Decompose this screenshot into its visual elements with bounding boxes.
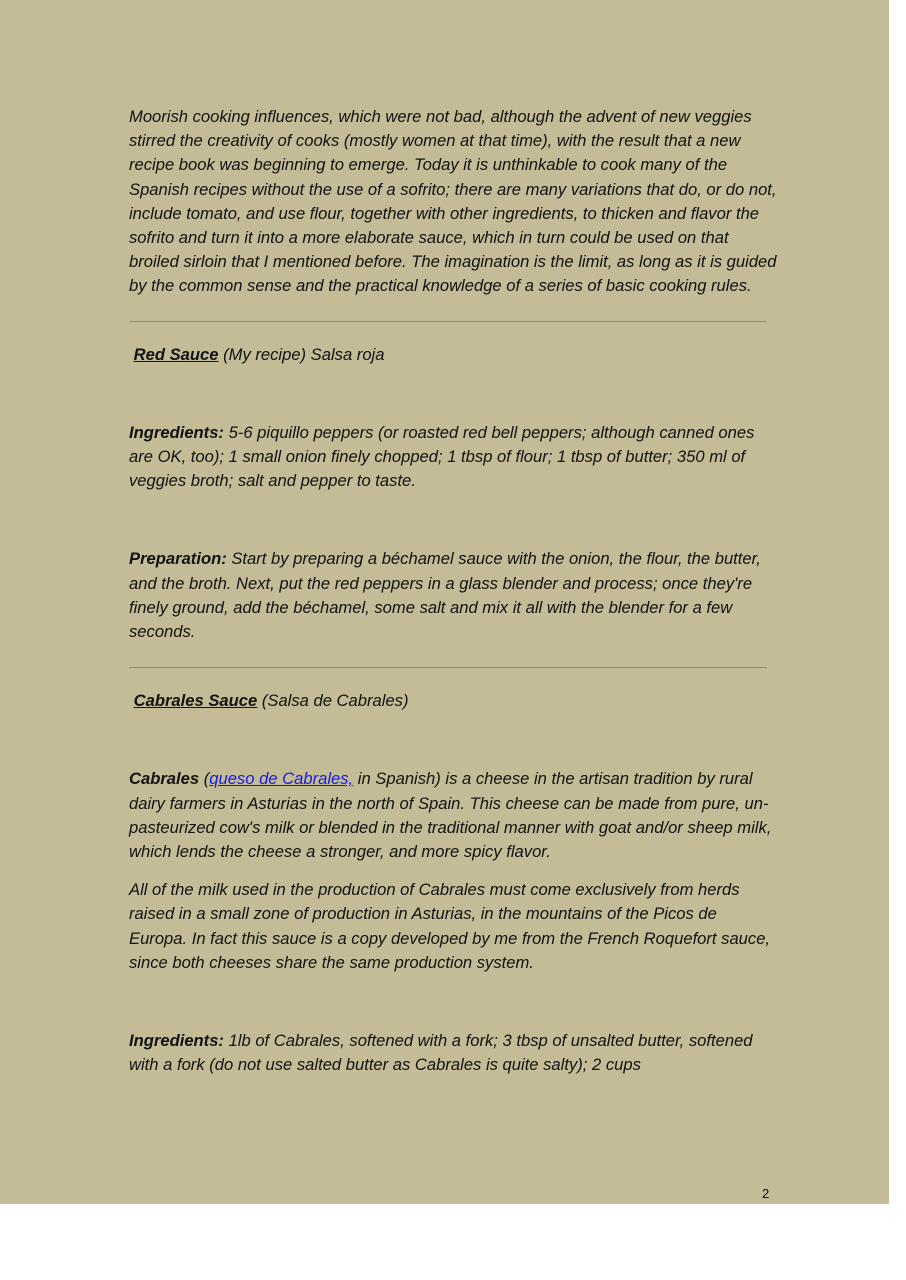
red-sauce-subtitle: (My recipe) Salsa roja xyxy=(218,344,385,364)
cabrales-ingredients xyxy=(129,1029,779,1077)
red-sauce-ingredients-label: Ingredients: xyxy=(129,422,224,442)
cabrales-milk-paragraph: All of the milk used in the production of Cabrales must come exclusively from herds raised in a small zone of production in Asturias, in the mountains of the Picos de Europa. In fact this sauce is a copy developed by me from the French Roquefort sauce, since both cheeses share the same production system. xyxy=(129,880,771,972)
page-number: 2 xyxy=(762,1186,770,1201)
cabrales-intro-label: Cabrales xyxy=(129,769,200,789)
red-sauce-preparation-label: Preparation: xyxy=(129,549,227,569)
red-sauce-ingredients-text: 5-6 piquillo peppers (or roasted red bell peppers; although canned ones are OK, too); 1 small onion finely chopped; 1 tbsp of flour; 1 tbsp of butter; 350 ml of veggies broth; salt and pepper to taste. xyxy=(129,422,755,491)
cabrales-ingredients-text: 1lb of Cabrales, softened with a fork; 3 tbsp of unsalted butter, softened with a fork (do not use salted butter as Cabrales is quite salty); 2 cups xyxy=(129,1031,753,1075)
red-sauce-title: Red Sauce xyxy=(133,344,219,364)
cabrales-intro-text: in Spanish) is a cheese in the artisan tradition by rural dairy farmers in Asturias in the north of Spain. This cheese can be made from pure, un-pasteurized cow's milk or blended in the traditional manner with goat and/or sheep milk, which lends the cheese a stronger, and more spicy flavor. xyxy=(129,769,772,862)
page-content xyxy=(129,105,779,1077)
red-sauce-preparation-text: Start by preparing a béchamel sauce with the onion, the flour, the butter, and the broth. Next, put the red peppers in a glass blender and process; once they're finely ground, add the béchamel, some salt and mix it all with the blender for a few seconds. xyxy=(129,549,761,642)
queso-de-cabrales-link[interactable]: queso de Cabrales, xyxy=(209,769,354,789)
cabrales-ingredients-label: Ingredients: xyxy=(129,1031,224,1051)
red-sauce-ingredients xyxy=(129,421,779,494)
cabrales-intro-paragraph xyxy=(129,767,779,864)
cabrales-sauce-heading xyxy=(129,689,779,713)
red-sauce-preparation xyxy=(129,547,779,644)
cabrales-intro-open: ( xyxy=(199,769,210,789)
cabrales-sauce-title: Cabrales Sauce xyxy=(133,691,258,711)
cabrales-sauce-subtitle: (Salsa de Cabrales) xyxy=(257,691,409,711)
intro-paragraph: Moorish cooking influences, which were not bad, although the advent of new veggies stirred the creativity of cooks (mostly women at that time), with the result that a new recipe book was beginning to emerge. Today it is unthinkable to cook many of the Spanish recipes without the use of a sofrito; there are many variations that do, or do not, include tomato, and use flour, together with other ingredients, to thicken and flavor the sofrito and turn it into a more elaborate sauce, which in turn could be used on that broiled sirloin that I mentioned before. The imagination is the limit, as long as it is guided by the common sense and the practical knowledge of a series of basic cooking rules. xyxy=(129,107,777,296)
red-sauce-heading xyxy=(129,343,779,367)
